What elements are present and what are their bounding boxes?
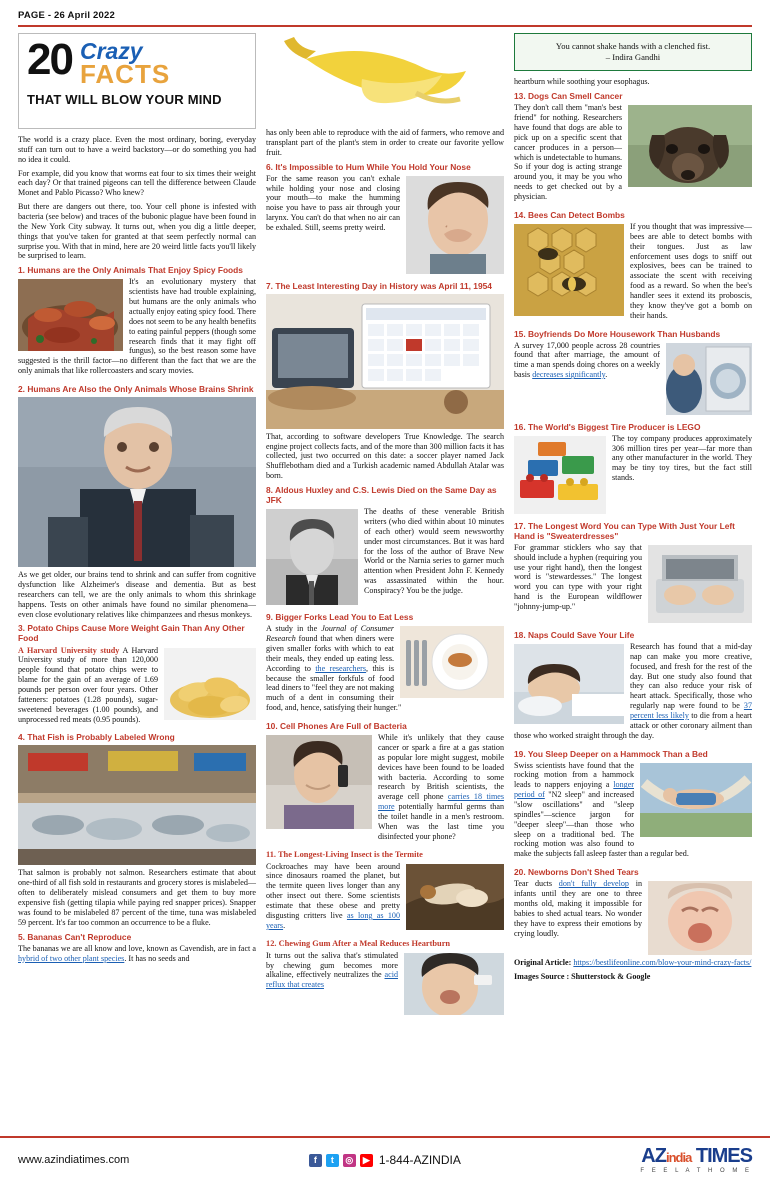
fact-15-body: A survey 17,000 people across 28 countries found that after marriage, the amount of time a man spends doing chores on a weekly basis decreases significantly. [514,340,660,380]
nap-image [514,644,624,724]
masthead-word-facts: FACTS [79,59,171,89]
termite-photo [406,864,504,930]
intro-paragraph-1: The world is a crazy place. Even the most ordinary, boring, everyday stuff can turn out to have a weird backstory—or do something you had no idea it could. [18,135,256,164]
footer-contact [309,1153,461,1167]
footer-website[interactable]: www.azindiatimes.com [18,1154,130,1166]
fact-11-length-link[interactable]: as long as 100 years [266,910,400,930]
logo-times: TIMES [695,1145,752,1167]
masthead [18,33,256,129]
article-columns [18,33,752,1093]
azindia-logo [640,1146,752,1174]
banana-photo [266,33,504,125]
fish-market-photo [18,745,256,865]
fact-10-carries-link[interactable]: carries 18 times more [378,792,504,812]
fact-2-heading: 2. Humans Are Also the Only Animals Whose Brains Shrink [18,383,254,394]
laundry-photo [666,343,752,415]
fact-12-acid-link[interactable]: acid reflux that creates [266,970,398,990]
elderly-man-photo [18,397,256,567]
logo-az: AZ [641,1145,666,1167]
fact-19-sleep-link[interactable]: longer period of [514,780,634,800]
masthead-words [76,38,171,89]
fact-12-heading: 12. Chewing Gum After a Meal Reduces Heartburn [266,938,451,948]
youtube-icon[interactable]: ▶ [360,1154,373,1167]
dog-smell-cancer-image [628,105,752,187]
fact-20-heading: 20. Newborns Don't Shed Tears [514,867,639,878]
quote-text: You cannot shake hands with a clenched fist. [555,41,711,51]
potato-chips-image [164,648,256,720]
fact-16-heading: 16. The World's Biggest Tire Producer is LEGO [514,421,701,432]
social-icons [309,1154,373,1167]
logo-india: india [665,1150,692,1165]
fork-plate-photo [400,626,504,698]
original-article-line [514,958,752,968]
quote-attribution: – Indira Gandhi [605,52,661,63]
intro-paragraph-3: But there are dangers out there, too. Your cell phone is infested with bacteria (see below) and traces of the bubonic plague have been found in the New York City subway. It turns out, when you dig a little deeper, things that you've taken for granted at that seem perfectly normal can surprise you. With that in mind, here are 20 weird little facts you'll likely be surprised to learn. [18,202,256,261]
forks-image [400,626,504,698]
spicy-food-image [18,279,123,351]
fact-8-heading: 8. Aldous Huxley and C.S. Lewis Died on the Same Day as JFK [266,485,497,506]
fact-20-develop-link[interactable]: don't fully develop [558,879,629,889]
twitter-icon[interactable]: t [326,1154,339,1167]
facebook-icon[interactable]: f [309,1154,322,1167]
fact-18-heading: 18. Naps Could Save Your Life [514,629,635,640]
fact-13-body: They don't call them "man's best friend" for nothing. Researchers have found that dogs are able to pick up on a specific scent that cancer produces in a person—which is undetectable to humans. So if your dog is acting strange around you, it may be you who needs to get checked out by a physician. [514,103,622,202]
fact-1-heading: 1. Humans are the Only Animals That Enjoy Spicy Foods [18,265,243,276]
housework-image [666,343,752,415]
fact-3-body: A Harvard University study A Harvard University study of more than 120,000 people found that potato chips were to blame for the gain of an average of 1.69 pounds per person over four years. Other fatteners: potatoes (1.28 pounds), sugar-sweetened beverages (1.00 pounds), and unprocessed red meats (0.95 pounds). [18,645,159,724]
jfk-image [266,509,358,605]
fact-18-percent-link[interactable]: 37 percent less likely [630,701,752,720]
fact-17-body: For grammar sticklers who say that should include a hyphen (requiring you use your right hand), then the longest word is "stewardesses." The longest word you can type with your right hand is the European wildflower "johnny-jump-up." [514,542,642,612]
fact-9-heading: 9. Bigger Forks Lead You to Eat Less [266,612,414,623]
fact-3-heading: 3. Potato Chips Cause More Weight Gain Than Any Other Food [18,623,245,644]
page-date-label: PAGE - 26 April 2022 [18,10,115,21]
potato-chips-photo [164,648,256,720]
instagram-icon[interactable]: ◎ [343,1154,356,1167]
column-1 [18,33,256,1093]
hammock-image [640,763,752,837]
page-footer [0,1136,770,1190]
fact-7-heading: 7. The Least Interesting Day in History was April 11, 1954 [266,280,492,291]
fact-16-body: The toy company produces approximately 306 million tires per year—far more than any other manufacturer in the world. They may be tiny toy tires, but the fact still stands. [612,433,752,483]
lego-image [514,436,606,514]
fact-4-heading: 4. That Fish is Probably Labeled Wrong [18,732,175,743]
termite-image [406,864,504,930]
fact-3-harvard-link[interactable]: A Harvard University study [18,645,120,655]
fact-5-heading: 5. Bananas Can't Reproduce [18,931,132,942]
dog-photo [628,105,752,187]
column-2 [266,33,504,1093]
fact-12-continued: heartburn while soothing your esophagus. [514,77,650,87]
fact-15-decreases-link[interactable]: decreases significantly [532,370,606,380]
original-article-label: Original Article: [514,958,572,968]
crying-baby-photo [648,881,752,955]
masthead-word-crazy: Crazy [79,38,143,64]
masthead-subtitle: THAT WILL BLOW YOUR MIND [27,92,222,107]
fact-5-body-col2: has only been able to reproduce with the aid of farmers, who remove and transplant part of the plant's stem in order to create our favorite yellow fruit. [266,128,504,157]
fact-20-body: Tear ducts don't fully develop in infants until they are one to three months old, making it impossible for babies to shed actual tears. No wonder they have to express their emotions by crying loudly. [514,879,642,938]
fact-9-body: A study in the Journal of Consumer Research found that when diners were given smaller forks with which to eat their meals, they ended up eating less. According to the researchers, this is because the smaller forkfuls of food lead diners to "feel they are not making much of a dent in consuming their food, and, hence, satisfying their hunger." [266,624,402,713]
images-source: Images Source : Shutterstock & Google [514,972,651,982]
fact-9-researchers-link[interactable]: the researchers [315,663,367,673]
fact-11-body: Cockroaches may have been around since dinosaurs roamed the planet, but the termite queen lives longer than any other insect out there. Some scientists estimate that these obese and pretty disgusting critters live as long as 100 years. [266,861,400,930]
fact-2-body: As we get older, our brains tend to shrink and can suffer from cognitive dysfunction like Alzheimer's disease and dementia. But as best researchers can tell, we are the only animals to whom this shrinkage happens. Tests on other animals have found no similar phenomena—even close evolutionary relatives like chimpanzees and rhesus monkeys. [18,570,256,619]
fact-10-body: While it's unlikely that they cause cancer or spark a fire at a gas station as popular lore might suggest, mobile devices have been found to be loaded with bacteria. According to some research by British scientists, the average cell phone carries 18 times more potentially harmful germs than the toilet handle in a men's restroom. When was the last time you disinfected your phone? [378,733,504,841]
fact-19-heading: 19. You Sleep Deeper on a Hammock Than a Bed [514,748,708,759]
fact-6-heading: 6. It's Impossible to Hum While You Hold Your Nose [266,161,471,172]
hammock-photo [640,763,752,837]
fact-5-body-col1: The bananas we are all know and love, known as Cavendish, are in fact a hybrid of two other plant species. It has no seeds and [18,943,256,963]
cell-phone-bacteria-image [266,735,372,829]
fact-6-body: For the same reason you can't exhale while holding your nose and closing your mouth—to make the humming noise you have to pass air through your larynx. You can't do that when no air can be exhaled. Still, seems pretty weird. [266,173,400,232]
fact-4-body: That salmon is probably not salmon. Researchers estimate that about one-third of all fish sold in restaurants and grocery stores is mislabeled—often to deliberately mislead consumers and get them to buy more expensive fish (getting tilapia while paying red snapper prices). Snapper was found to be mislabeled 87 percent of the time, tuna was mislabeled 59 percent. It's far too common an occurrence to be a fluke. [18,868,256,927]
lego-bricks-photo [514,436,606,514]
column-3 [514,33,752,1093]
woman-on-phone-photo [266,735,372,829]
fact-17-heading: 17. The Longest Word You can Type With Just Your Left Hand is "Sweaterdresses" [514,520,735,541]
fact-8-body: The deaths of these venerable British writers (who died within about 10 minutes of each other) would seem newsworthy under most circumstances. But it was hard for the loss of the author of Brave New World or the Narnia series to garner much attention when President John F. Kennedy was assassinated within the hour. Conspiracy? You be the judge. [364,507,504,596]
brain-shrink-image [18,397,256,567]
calendar-desk-image [266,294,504,429]
jfk-photo [266,509,358,605]
newborn-image [648,881,752,955]
typing-image [648,545,752,623]
hands-typing-photo [648,545,752,623]
fact-15-heading: 15. Boyfriends Do More Housework Than Husbands [514,328,721,339]
chewing-gum-photo [404,953,504,1015]
logo-tagline: F E E L A T H O M E [640,1168,752,1174]
masthead-number: 20 [27,35,72,84]
fact-14-body: If you thought that was impressive—bees are able to detect bombs with their tongues. Just as law enforcement uses dogs to sniff out explosives, bees can be trained to associate the scent with receiving food as a reward. So when the bee's handler sees it extend its proboscis, they know they've got a bomb on their hands. [630,221,752,320]
hold-nose-image [406,176,504,274]
fact-19-body: Swiss scientists have found that the rocking motion from a hammock leads to nappers enjoying a longer period of "N2 sleep" and increased "slow oscillations" and "sleep spindles"—science jargon for "deeper sleep"—than those who sleep on a traditional bed. The rocking motion was also found to make the subjects fall asleep faster than a regular bed. [514,760,689,859]
sleeping-woman-photo [514,644,624,724]
fact-18-body: Research has found that a mid-day nap can make you more creative, focused, and fresh for the rest of the day. But one study also found that they can also reduce your risk of heart attack. Specifically, those who regularly nap were found to be 37 percent less likely to die from a heart attack or other coronary ailment than those who worked straight through the day. [514,641,752,740]
bees-honeycomb-photo [514,224,624,316]
fact-13-heading: 13. Dogs Can Smell Cancer [514,91,623,102]
desk-calendar-photo [266,294,504,429]
fish-market-image [18,745,256,865]
fact-12-body: It turns out the saliva that's stimulated by chewing gum becomes more alkaline, effectively neutralizes the acid reflux that creates [266,950,398,990]
banana-image [266,33,504,125]
chewing-gum-image [404,953,504,1015]
top-rule [18,25,752,27]
fact-14-heading: 14. Bees Can Detect Bombs [514,209,625,220]
fact-1-body: It's an evolutionary mystery that scientists have had trouble explaining, but humans are the only animals who actually enjoy eating spicy food. There does not seem to be any health benefits to eating painful peppers (though some research finds that it may fight off fungus), so the best reason some have suggested is the thrill factor—no different than the fact that we are the only animals that like rollercoasters and scary movies. [18,277,256,376]
fact-10-heading: 10. Cell Phones Are Full of Bacteria [266,721,407,731]
fact-7-body: That, according to software developers True Knowledge. The search engine project collects facts, and of the more than 300 million facts it has collected, just two occurred on this date: a soccer player named Jack Shufflebotham died and a Turkish academic named Abdullah Atalar was born. [266,431,504,481]
fact-5-hybrid-link[interactable]: hybrid of two other plant species [18,953,125,963]
quote-box [514,33,752,71]
spicy-food-photo [18,279,123,351]
intro-paragraph-2: For example, did you know that worms eat four to six times their weight each day? Or that trained pigeons can tell the difference between Claude Monet and Pablo Picasso? Who knew? [18,168,256,198]
fact-11-heading: 11. The Longest-Living Insect is the Termite [266,849,423,859]
woman-holding-nose-photo [406,176,504,274]
bees-image [514,224,624,316]
footer-phone[interactable]: 1-844-AZINDIA [378,1153,461,1167]
original-article-link[interactable]: https://bestlifeonline.com/blow-your-mind-crazy-facts/ [573,958,752,968]
